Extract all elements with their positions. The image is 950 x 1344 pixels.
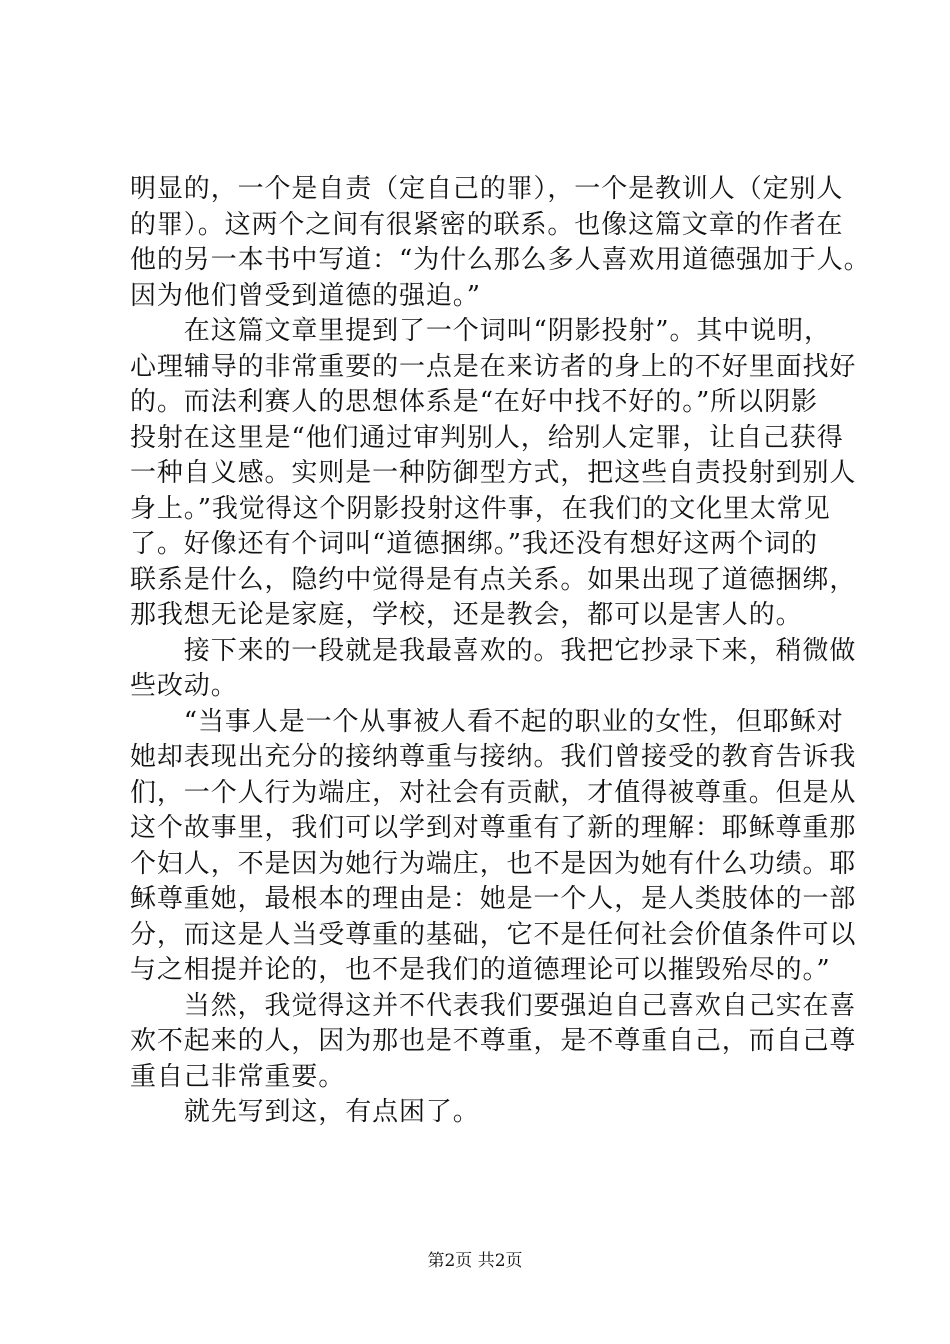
text-line: 欢不起来的人，因为那也是不尊重，是不尊重自己，而自己尊 — [130, 1026, 857, 1056]
text-line: 的罪）。这两个之间有很紧密的联系。也像这篇文章的作者在 — [130, 209, 844, 240]
text-line: 分，而这是人当受尊重的基础，它不是任何社会价值条件可以 — [130, 919, 857, 950]
text-line: 投射在这里是“他们通过审判别人，给别人定罪，让自己获得 — [130, 422, 844, 453]
text-line: 这个故事里，我们可以学到对尊重有了新的理解：耶稣尊重那 — [130, 813, 857, 843]
text-line: 的。而法利赛人的思想体系是“在好中找不好的。”所以阴影 — [130, 387, 818, 417]
text-line: “当事人是一个从事被人看不起的职业的女性，但耶稣对 — [130, 706, 844, 737]
text-line: 明显的，一个是自责（定自己的罪），一个是教训人（定别人 — [130, 174, 844, 204]
text-line: 们，一个人行为端庄，对社会有贡献，才值得被尊重。但是从 — [130, 777, 857, 808]
page-number-footer: 第2页 共2页 — [427, 1251, 523, 1271]
text-line: 她却表现出充分的接纳尊重与接纳。我们曾接受的教育告诉我 — [130, 742, 857, 772]
text-line: 心理辅导的非常重要的一点是在来访者的身上的不好里面找好 — [130, 351, 857, 382]
text-line: 了。好像还有个词叫“道德捆绑。”我还没有想好这两个词的 — [130, 529, 818, 559]
text-line: 一种自义感。实则是一种防御型方式，把这些自责投射到别人 — [130, 458, 857, 488]
text-line: 身上。”我觉得这个阴影投射这件事，在我们的文化里太常见 — [130, 493, 831, 524]
document-body — [130, 172, 871, 1131]
text-line: 与之相提并论的，也不是我们的道德理论可以摧毁殆尽的。” — [130, 955, 831, 985]
text-line: 就先写到这，有点困了。 — [130, 1097, 480, 1127]
text-line: 重自己非常重要。 — [130, 1061, 346, 1092]
text-line: 那我想无论是家庭，学校，还是教会，都可以是害人的。 — [130, 600, 803, 630]
text-line: 个妇人，不是因为她行为端庄，也不是因为她有什么功绩。耶 — [130, 848, 857, 879]
text-line: 在这篇文章里提到了一个词叫“阴影投射”。其中说明， — [130, 316, 831, 346]
text-line: 当然，我觉得这并不代表我们要强迫自己喜欢自己实在喜 — [130, 990, 857, 1021]
text-line: 因为他们曾受到道德的强迫。” — [130, 280, 481, 311]
text-line: 他的另一本书中写道：“为什么那么多人喜欢用道德强加于人。 — [130, 245, 871, 275]
text-line: 些改动。 — [130, 671, 238, 701]
text-line: 接下来的一段就是我最喜欢的。我把它抄录下来，稍微做 — [130, 635, 857, 666]
text-line: 稣尊重她，最根本的理由是：她是一个人，是人类肢体的一部 — [130, 884, 857, 914]
text-line: 联系是什么，隐约中觉得是有点关系。如果出现了道德捆绑， — [130, 564, 857, 595]
